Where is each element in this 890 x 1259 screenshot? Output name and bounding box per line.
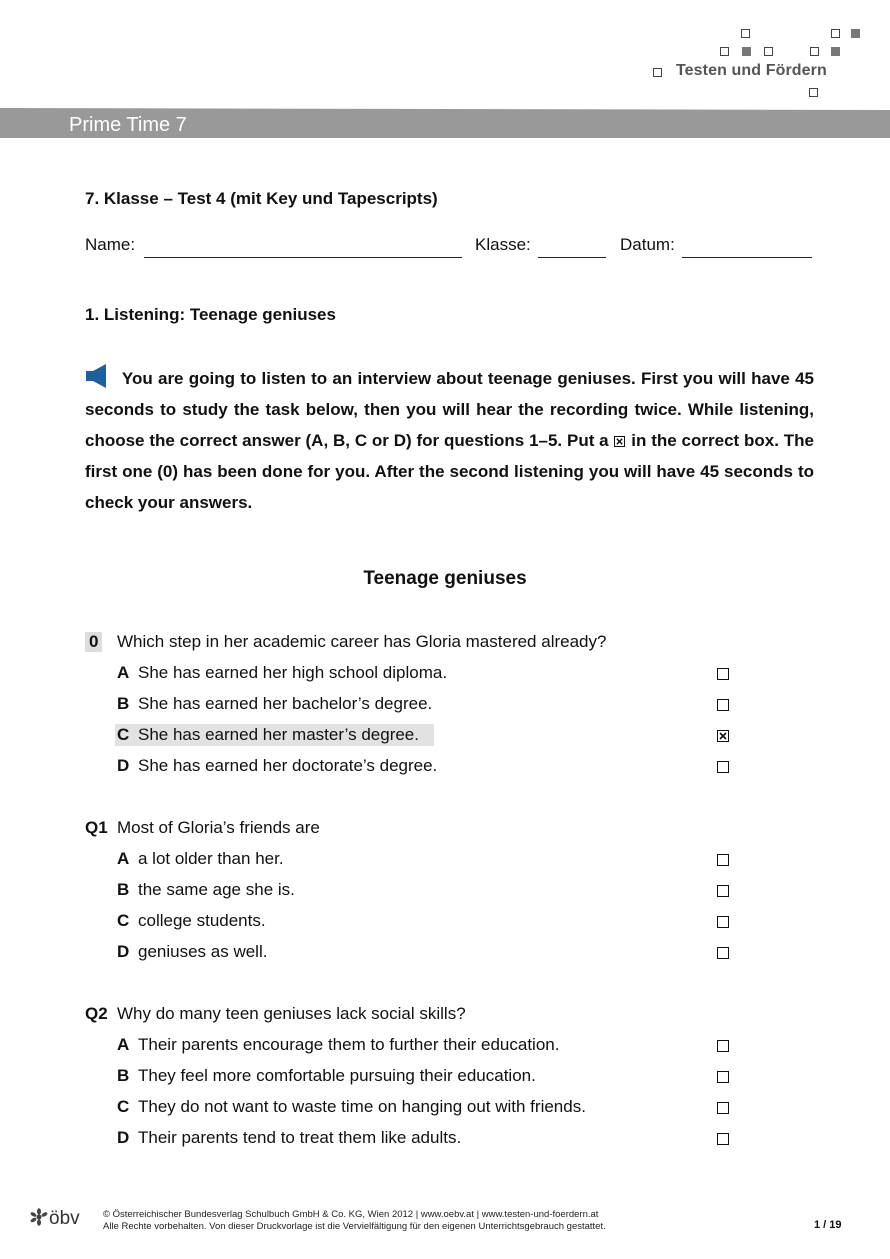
question-number: Q2 <box>85 1004 108 1023</box>
option-text: They do not want to waste time on hanging out with friends. <box>138 1097 586 1116</box>
copyright-line: © Österreichischer Bundesverlag Schulbuch GmbH & Co. KG, Wien 2012 | www.oebv.at | www.testen-und-foerdern.at <box>103 1209 599 1220</box>
checked-box-icon <box>614 436 625 447</box>
question-text: Why do many teen geniuses lack social skills? <box>117 1004 466 1023</box>
option-letter: B <box>117 880 130 899</box>
option-text: She has earned her bachelor’s degree. <box>138 694 433 713</box>
date-label: Datum: <box>620 235 675 254</box>
task-title: Teenage geniuses <box>363 568 527 589</box>
question-text: Most of Gloria’s friends are <box>117 818 320 837</box>
class-field[interactable] <box>538 257 606 258</box>
answer-checkbox[interactable] <box>717 699 729 711</box>
question-number: Q1 <box>85 818 108 837</box>
option-letter: B <box>117 694 130 713</box>
logo-square <box>653 68 662 77</box>
class-label: Klasse: <box>475 235 531 254</box>
answer-checkbox[interactable] <box>717 885 729 897</box>
document-title: 7. Klasse – Test 4 (mit Key und Tapescripts) <box>85 189 438 208</box>
logo-square <box>831 29 840 38</box>
answer-checkbox[interactable] <box>717 1071 729 1083</box>
option-letter: A <box>117 1035 130 1054</box>
option-text: college students. <box>138 911 266 930</box>
logo-square <box>764 47 773 56</box>
answer-checkbox[interactable] <box>717 947 729 959</box>
answer-checkbox[interactable] <box>717 1133 729 1145</box>
publisher-logo-text: öbv <box>49 1208 80 1229</box>
logo-square <box>809 88 818 97</box>
option-letter: D <box>117 942 130 961</box>
option-letter: C <box>117 1097 130 1116</box>
option-letter: D <box>117 756 130 775</box>
option-text: the same age she is. <box>138 880 295 899</box>
speaker-icon <box>85 364 113 388</box>
instructions-text-start: You are going to listen to an interview about teenage geniuses. First you will have 45 seconds to study the task below, then you will hear the recording twice. While listening, choose the correct answer (A, B, C or D) for questions 1–5. Put a <box>85 369 814 450</box>
answer-checkbox[interactable] <box>717 1040 729 1052</box>
publisher-star-icon <box>29 1208 49 1226</box>
banner-title: Prime Time 7 <box>69 114 187 136</box>
rights-line: Alle Rechte vorbehalten. Von dieser Druckvorlage ist die Vervielfältigung für den eigenen Unterrichtsgebrauch gestattet. <box>103 1221 606 1232</box>
answer-checkbox[interactable] <box>717 916 729 928</box>
instructions-text-end: in the correct box. The first one (0) has been done for you. After the second listening you will have 45 seconds to check your answers. <box>85 431 814 512</box>
option-letter: A <box>117 849 130 868</box>
question-text: Which step in her academic career has Gloria mastered already? <box>117 632 607 651</box>
logo-square <box>810 47 819 56</box>
option-text: a lot older than her. <box>138 849 284 868</box>
publisher-logo <box>29 1208 80 1230</box>
answer-checkbox[interactable] <box>717 668 729 680</box>
section-heading: 1. Listening: Teenage geniuses <box>85 305 336 324</box>
logo-square <box>742 47 751 56</box>
name-label: Name: <box>85 235 136 254</box>
instructions <box>85 363 814 518</box>
option-text: Their parents encourage them to further their education. <box>138 1035 560 1054</box>
answer-checkbox[interactable] <box>717 1102 729 1114</box>
option-text: They feel more comfortable pursuing their education. <box>138 1066 536 1085</box>
option-text: geniuses as well. <box>138 942 268 961</box>
date-field[interactable] <box>682 257 812 258</box>
option-letter: D <box>117 1128 130 1147</box>
option-letter: C <box>117 911 130 930</box>
option-text: She has earned her high school diploma. <box>138 663 448 682</box>
answer-checkbox[interactable] <box>717 854 729 866</box>
page-number: 1 / 19 <box>814 1219 842 1231</box>
footer-text <box>103 1209 606 1233</box>
logo-square <box>741 29 750 38</box>
name-field[interactable] <box>144 257 462 258</box>
option-text: She has earned her doctorate’s degree. <box>138 756 438 775</box>
logo-square <box>851 29 860 38</box>
answer-checkbox[interactable] <box>717 761 729 773</box>
answer-checkbox-checked[interactable] <box>717 730 729 742</box>
option-text: She has earned her master’s degree. <box>138 725 419 744</box>
brand-name: Testen und Fördern <box>676 62 827 79</box>
option-text: Their parents tend to treat them like adults. <box>138 1128 462 1147</box>
option-letter: B <box>117 1066 130 1085</box>
logo-square <box>720 47 729 56</box>
logo-square <box>831 47 840 56</box>
option-letter: C <box>117 725 130 744</box>
option-letter: A <box>117 663 130 682</box>
question-number: 0 <box>85 632 102 652</box>
